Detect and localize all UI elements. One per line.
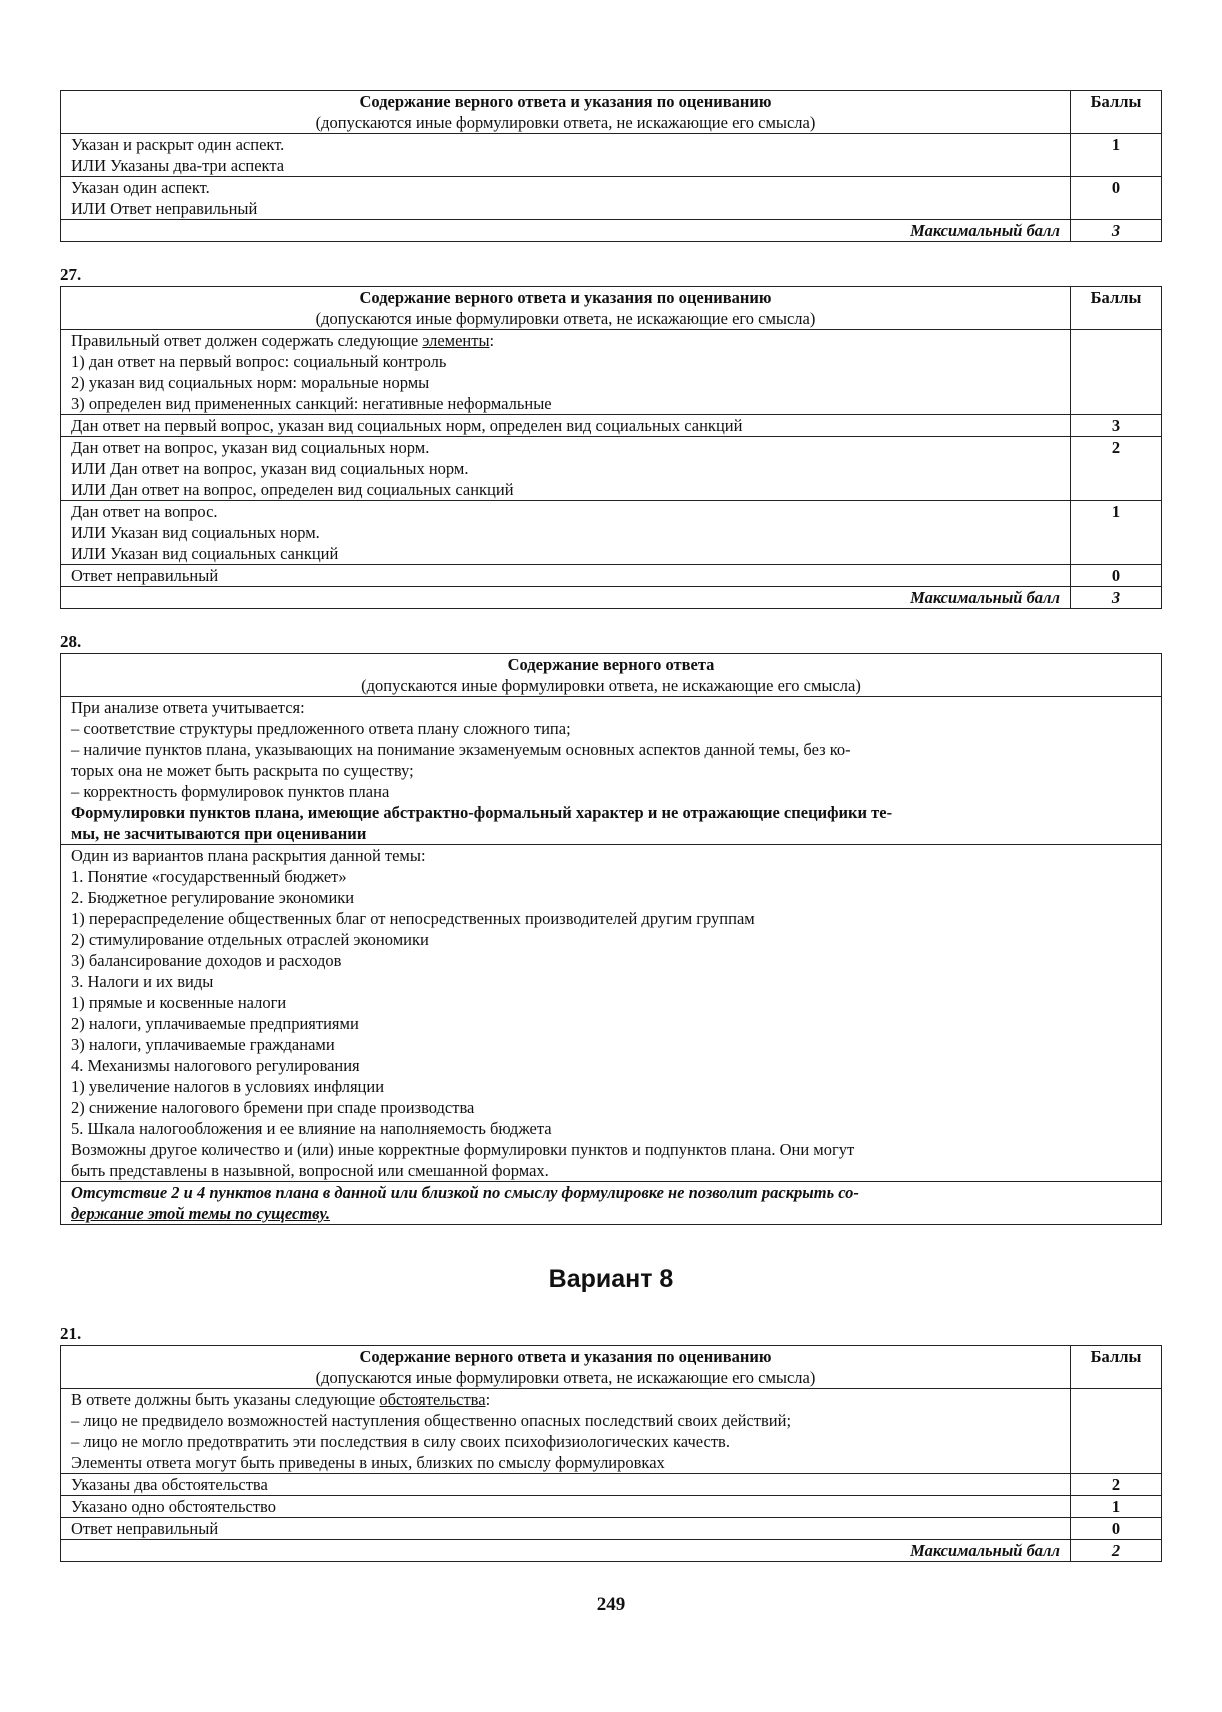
task-number: 21. bbox=[60, 1324, 82, 1343]
page bbox=[60, 0, 1162, 1616]
header-cell bbox=[61, 287, 1071, 330]
points-header: Баллы bbox=[1071, 287, 1162, 330]
task-26-table bbox=[60, 90, 1162, 242]
max-score-value: 3 bbox=[1071, 220, 1162, 242]
points-cell: 0 bbox=[1071, 1518, 1162, 1540]
table-row: Указано одно обстоятельство 1 bbox=[61, 1496, 1162, 1518]
note-cell: Отсутствие 2 и 4 пунктов плана в данной или близкой по смыслу формулировке не позволит раскрыть со- держание этой темы по существу. bbox=[61, 1182, 1162, 1225]
variant-title: Вариант 8 bbox=[548, 1265, 674, 1293]
task-27-table bbox=[60, 286, 1162, 609]
header-subtitle: (допускаются иные формулировки ответа, не искажающие его смысла) bbox=[361, 676, 861, 695]
table-row bbox=[61, 1182, 1162, 1225]
header-title: Содержание верного ответа и указания по оцениванию bbox=[359, 1347, 772, 1366]
table-row: Правильный ответ должен содержать следующие элементы: 1) дан ответ на первый вопрос: социальный контроль 2) указан вид социальных норм: моральные нормы 3) определен вид примененных санкций: негативные неформальные bbox=[61, 330, 1162, 415]
points-cell: 0 bbox=[1071, 565, 1162, 587]
table-row: Дан ответ на первый вопрос, указан вид социальных норм, определен вид социальных санкций 3 bbox=[61, 415, 1162, 437]
max-score-label: Максимальный балл bbox=[61, 220, 1071, 242]
header-cell bbox=[61, 1346, 1071, 1389]
points-cell: 3 bbox=[1071, 415, 1162, 437]
table-header-row bbox=[61, 654, 1162, 697]
criteria-cell: При анализе ответа учитывается: – соответствие структуры предложенного ответа плану сложного типа; – наличие пунктов плана, указывающих на понимание экзаменуемым основных аспектов данной темы, без ко- торых она не может быть раскрыта по существу; – корректность формулировок пунктов плана Формулировки пунктов плана, имеющие абстрактно-формальный характер и не отражающие специфики те- мы, не засчитываются при оценивании bbox=[61, 697, 1162, 845]
page-number: 249 bbox=[596, 1594, 626, 1615]
task-21-table bbox=[60, 1345, 1162, 1562]
header-subtitle: (допускаются иные формулировки ответа, не искажающие его смысла) bbox=[315, 113, 816, 132]
table-row: Дан ответ на вопрос, указан вид социальных норм. ИЛИ Дан ответ на вопрос, указан вид социальных норм. ИЛИ Дан ответ на вопрос, определен вид социальных санкций 2 bbox=[61, 437, 1162, 501]
table-row: Ответ неправильный 0 bbox=[61, 565, 1162, 587]
table-row: Дан ответ на вопрос. ИЛИ Указан вид социальных норм. ИЛИ Указан вид социальных санкций 1 bbox=[61, 501, 1162, 565]
header-cell bbox=[61, 91, 1071, 134]
points-cell: 0 bbox=[1071, 177, 1162, 220]
points-header: Баллы bbox=[1071, 1346, 1162, 1389]
task-number: 28. bbox=[60, 632, 82, 651]
table-row: В ответе должны быть указаны следующие обстоятельства: – лицо не предвидело возможностей наступления общественно опасных последствий своих действий; – лицо не могло предотвратить эти последствия в силу своих психофизиологических качеств. Элементы ответа могут быть приведены в иных, близких по смыслу формулировках bbox=[61, 1389, 1162, 1474]
points-cell: 2 bbox=[1071, 437, 1162, 501]
max-score-row bbox=[61, 1540, 1162, 1562]
table-row: Указаны два обстоятельства 2 bbox=[61, 1474, 1162, 1496]
table-row bbox=[61, 845, 1162, 1182]
header-title: Содержание верного ответа и указания по оцениванию bbox=[359, 288, 772, 307]
header-subtitle: (допускаются иные формулировки ответа, не искажающие его смысла) bbox=[315, 309, 816, 328]
points-header: Баллы bbox=[1071, 91, 1162, 134]
points-cell: 1 bbox=[1071, 501, 1162, 565]
task-number: 27. bbox=[60, 265, 82, 284]
max-score-value: 3 bbox=[1071, 587, 1162, 609]
table-row: Указан и раскрыт один аспект. ИЛИ Указаны два-три аспекта 1 bbox=[61, 134, 1162, 177]
header-subtitle: (допускаются иные формулировки ответа, не искажающие его смысла) bbox=[315, 1368, 816, 1387]
points-cell: 2 bbox=[1071, 1474, 1162, 1496]
points-cell: 1 bbox=[1071, 134, 1162, 177]
max-score-row bbox=[61, 220, 1162, 242]
header-title: Содержание верного ответа bbox=[507, 655, 715, 674]
max-score-value: 2 bbox=[1071, 1540, 1162, 1562]
max-score-row bbox=[61, 587, 1162, 609]
task-28-table bbox=[60, 653, 1162, 1225]
plan-cell: Один из вариантов плана раскрытия данной темы: 1. Понятие «государственный бюджет» 2. Бюджетное регулирование экономики 1) перераспределение общественных благ от непосредственных производителей другим группам 2) стимулирование отдельных отраслей экономики 3) балансирование доходов и расходов 3. Налоги и их виды 1) прямые и косвенные налоги 2) налоги, уплачиваемые предприятиями 3) налоги, уплачиваемые гражданами 4. Механизмы налогового регулирования 1) увеличение налогов в условиях инфляции 2) снижение налогового бремени при спаде производства 5. Шкала налогообложения и ее влияние на наполняемость бюджета Возможны другое количество и (или) иные корректные формулировки пунктов и подпунктов плана. Они могут быть представлены в назывной, вопросной или смешанной формах. bbox=[61, 845, 1162, 1182]
header-title: Содержание верного ответа и указания по оцениванию bbox=[359, 92, 772, 111]
table-row: Ответ неправильный 0 bbox=[61, 1518, 1162, 1540]
max-score-label: Максимальный балл bbox=[61, 1540, 1071, 1562]
table-header-row bbox=[61, 91, 1162, 134]
table-row: Указан один аспект. ИЛИ Ответ неправильный 0 bbox=[61, 177, 1162, 220]
table-header-row bbox=[61, 287, 1162, 330]
table-row bbox=[61, 697, 1162, 845]
header-cell bbox=[61, 654, 1162, 697]
max-score-label: Максимальный балл bbox=[61, 587, 1071, 609]
points-cell: 1 bbox=[1071, 1496, 1162, 1518]
table-header-row bbox=[61, 1346, 1162, 1389]
